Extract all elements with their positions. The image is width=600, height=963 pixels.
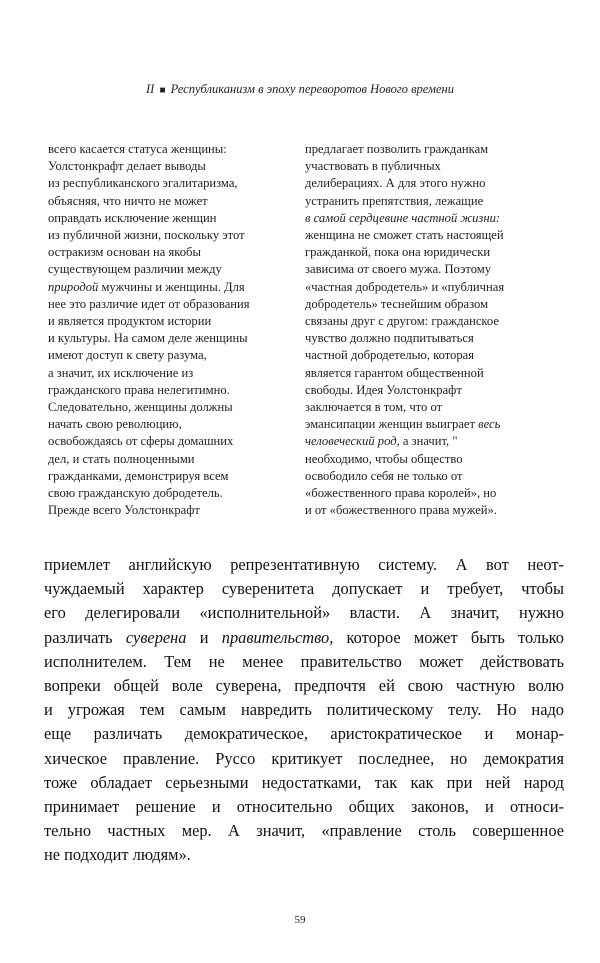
text-line: связаны друг с другом: гражданское (305, 314, 499, 329)
text-line-italic: в самой сердцевине частной жизни: (305, 210, 501, 225)
text-line: заключается в том, что от (305, 400, 443, 415)
text-line: частной добродетелью, которая (305, 348, 475, 363)
text-line: объясняя, что ничто не может (48, 193, 208, 208)
text-line: освободило себя не только от (305, 468, 463, 483)
text-line: предлагает позволить гражданкам (305, 142, 489, 156)
text-line (305, 433, 555, 450)
text-line: является гарантом общественной (305, 365, 484, 380)
text-line: «частная добродетель» и «публичная (305, 279, 505, 294)
text-line: необходимо, чтобы общество (305, 451, 463, 466)
text-line: исполнителем. Тем не менее правительство может действовать (44, 651, 564, 671)
page-number-text: 59 (294, 914, 306, 926)
text-line: из республиканского эгалитаризма, (48, 176, 238, 191)
text-line: всего касается статуса женщины: (48, 142, 227, 156)
text-line: тельно частных мер. А значит, «правление столь совершенное (44, 821, 564, 841)
main-text (44, 553, 564, 868)
text-line: еще различать демократическое, аристократическое и монар- (44, 724, 564, 744)
text-line: добродетель» теснейшим образом (305, 296, 489, 311)
text-line: не подходит людям». (44, 845, 191, 865)
text-line: начать свою революцию, (48, 417, 182, 432)
header-section: II (145, 82, 155, 96)
text-line: имеют доступ к свету разума, (48, 348, 207, 363)
italic-word: правительство, (221, 627, 334, 647)
text-line: и от «божественного права мужей». (305, 503, 497, 518)
italic-word: человеческий род (305, 434, 397, 449)
text-line: женщина не сможет стать настоящей (305, 228, 504, 243)
text-line: а значит, их исключение из (48, 365, 194, 380)
text-fragment: эмансипации женщин выиграет (305, 417, 479, 432)
text-line: делиберациях. А для этого нужно (305, 176, 486, 191)
text-line: из публичной жизни, поскольку этот (48, 228, 245, 243)
text-line: и культуры. На самом деле женщины (48, 331, 248, 346)
text-line: чувство должно подпитываться (305, 331, 474, 346)
text-fragment: мужчины и женщины. Для (98, 279, 245, 294)
text-line: оправдать исключение женщин (48, 210, 217, 225)
text-fragment: , а значит, " (396, 434, 458, 449)
text-fragment: различать (44, 627, 126, 647)
text-line (305, 416, 555, 433)
text-line: гражданского права нелегитимно. (48, 382, 230, 397)
text-line: свою гражданскую добродетель. (48, 486, 223, 501)
text-line: и является продуктом истории (48, 314, 212, 329)
text-line: освобождаясь от сферы домашних (48, 434, 234, 449)
text-line: нее это различие идет от образования (48, 296, 250, 311)
text-line (48, 279, 283, 296)
text-fragment: и (186, 627, 222, 647)
text-line: Прежде всего Уолстонкрафт (48, 503, 200, 518)
italic-word: весь (478, 417, 501, 432)
text-line: хическое правление. Руссо критикует последнее, но демократия (44, 748, 564, 768)
sidebar-left-column (48, 141, 283, 519)
sidebar-right-column (305, 141, 555, 519)
text-line: его делегировали «исполнительной» власти. А значит, нужно (44, 603, 564, 623)
text-line (44, 626, 564, 650)
text-line: чуждаемый характер суверенитета допускает и требует, чтобы (44, 579, 564, 599)
text-line: вопреки общей воле суверена, предпочтя ей свою частную волю (44, 676, 564, 696)
header-separator: ■ (159, 85, 166, 96)
text-line: устранить препятствия, лежащие (305, 193, 484, 208)
text-line: приемлет английскую репрезентативную систему. А вот неот- (44, 555, 564, 574)
text-line: гражданкой, пока она юридически (305, 245, 491, 260)
text-line: тоже обладает серьезными недостатками, так как при ней народ (44, 772, 564, 792)
running-header (0, 82, 600, 97)
text-line: гражданками, демонстрируя всем (48, 468, 229, 483)
text-line: дел, и стать полноценными (48, 451, 195, 466)
italic-word: природой (48, 279, 99, 294)
text-line: существующем различии между (48, 262, 222, 277)
text-line: Следовательно, женщины должны (48, 400, 233, 415)
text-line: остракизм основан на якобы (48, 245, 201, 260)
header-title: Республиканизм в эпоху переворотов Нового времени (170, 82, 455, 96)
text-line: «божественного права королей», но (305, 486, 497, 501)
italic-word: суверена (125, 627, 187, 647)
text-line: свободы. Идея Уолстонкрафт (305, 382, 462, 397)
text-line: участвовать в публичных (305, 159, 441, 174)
text-line: принимает решение и относительно общих законов, и относи- (44, 797, 564, 817)
text-fragment: которое может быть только (333, 627, 565, 647)
text-line: и угрожая тем самым навредить политическому телу. Но надо (44, 700, 564, 720)
page-number (0, 914, 600, 926)
text-line: зависима от своего мужа. Поэтому (305, 262, 492, 277)
text-line: Уолстонкрафт делает выводы (48, 159, 206, 174)
